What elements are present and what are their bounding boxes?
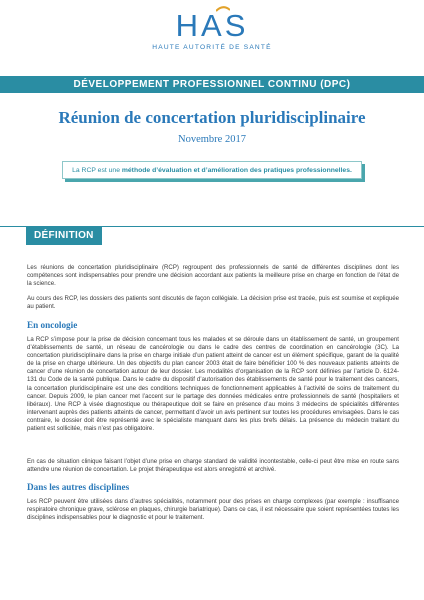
- oncologie-paragraph-1: La RCP s’impose pour la prise de décision concernant tous les malades et se déroule dans un établissement de santé, un groupement d’établissements de santé, un réseau de cancérologie ou dans le cadre des centres de coordination en cancérologie (3C). La concertation pluridisciplinaire dans la prise en charge initiale d’un patient atteint de cancer est un élément spécifique, garant de la qualité de la prise en charge ultérieure. Un des objectifs du plan cancer 2003 était de faire bénéficier 100 % des nouveaux patients atteints de cancer d’une réunion de concertation autour de leur dossier. Les modalités d’organisation de la RCP sont définies par l’article D. 6124-131 du Code de la santé publique. Dans le cadre du dispositif d’autorisation des établissements de santé pour le traitement des cancers, la concertation pluridisciplinaire est une des conditions techniques de fonctionnement applicables à l’activité de soins de traitement du cancer. Depuis 2009, le plan cancer met l’accent sur le partage des données médicales entre professionnels de santé (hospitaliers et libéraux). Une RCP à visée diagnostique ou thérapeutique doit se faire en présence d’au moins 3 médecins de spécialités différentes intervenant auprès des patients atteints de cancer, permettant d’avoir un avis pertinent sur toutes les procédures envisagées. Dans le cas contraire, le dossier doit être représenté avec le spécialiste manquant dans les plus brefs délais. La présence du médecin traitant du patient est sollicitée, mais n’est pas obligatoire.: [27, 336, 399, 433]
- intro-callout: [62, 161, 362, 179]
- logo-subtitle: HAUTE AUTORITÉ DE SANTÉ: [152, 44, 272, 51]
- oncologie-paragraph-2: En cas de situation clinique faisant l’objet d’une prise en charge standard de validité incontestable, celle-ci peut être mise en route sans attendre une réunion de concertation. Le projet thérapeutique est alors enregistré et archivé.: [27, 458, 399, 474]
- intro-emphasis: méthode d’évaluation et d’amélioration des pratiques professionnelles.: [121, 167, 352, 174]
- section-title-oncologie: En oncologie: [27, 320, 78, 330]
- autres-paragraph-1: Les RCP peuvent être utilisées dans d’autres spécialités, notamment pour des prises en charge complexes (par exemple : insuffisance respiratoire chronique grave, sclérose en plaques, chirurgie bariatrique). Dans ce cas, il est nécessaire que soient représentées toutes les disciplines indispensables pour le diagnostic et pour le traitement.: [27, 498, 399, 522]
- logo-letters: HAS: [175, 8, 249, 43]
- definition-paragraph-2: Au cours des RCP, les dossiers des patients sont discutés de façon collégiale. La décision prise est tracée, puis est soumise et expliquée au patient.: [27, 295, 399, 311]
- logo-mark: [176, 10, 249, 42]
- intro-prefix: La RCP est une: [72, 167, 122, 174]
- page-title: Réunion de concertation pluridisciplinaire: [58, 108, 366, 127]
- logo-accent-icon: [216, 6, 230, 12]
- has-logo: [0, 10, 424, 51]
- definition-heading: DÉFINITION: [26, 226, 102, 245]
- section-title-autres-disciplines: Dans les autres disciplines: [27, 482, 130, 492]
- publication-date: Novembre 2017: [178, 134, 246, 145]
- definition-paragraph-1: Les réunions de concertation pluridisciplinaire (RCP) regroupent des professionnels de santé de différentes disciplines dont les compétences sont indispensables pour prendre une décision accordant aux patients la meilleure prise en charge en fonction de l’état de la science.: [27, 264, 399, 288]
- dpc-band: DÉVELOPPEMENT PROFESSIONNEL CONTINU (DPC): [0, 76, 424, 93]
